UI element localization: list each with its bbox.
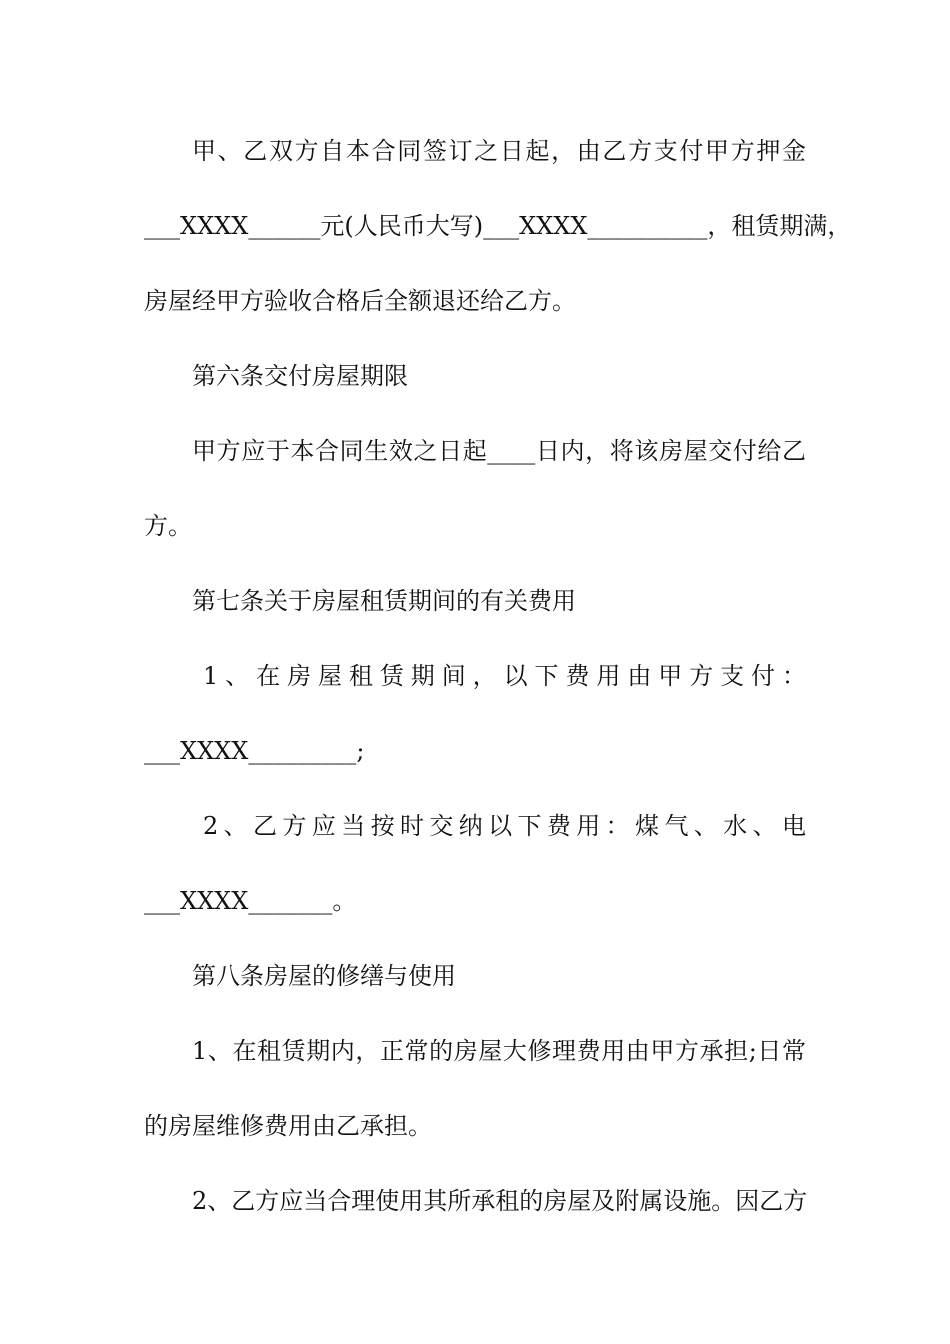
paragraph-line: 甲方应于本合同生效之日起____日内，将该房屋交付给乙 bbox=[192, 437, 806, 465]
paragraph-line: 房屋经甲方验收合格后全额退还给乙方。 bbox=[144, 287, 576, 315]
list-item: 2、乙方应当按时交纳以下费用：煤气、水、电 bbox=[203, 812, 806, 840]
paragraph-line: 方。 bbox=[144, 512, 192, 540]
list-item: 1、在租赁期内，正常的房屋大修理费用由甲方承担;日常 bbox=[192, 1037, 806, 1065]
list-item: 2、乙方应当合理使用其所承租的房屋及附属设施。因乙方 bbox=[192, 1187, 808, 1215]
paragraph-line: ___XXXX_______。 bbox=[144, 887, 357, 915]
section-heading: 第六条交付房屋期限 bbox=[192, 362, 408, 390]
paragraph-line: 甲、乙双方自本合同签订之日起，由乙方支付甲方押金 bbox=[192, 137, 806, 165]
paragraph-line: ___XXXX______元(人民币大写)___XXXX__________，租赁期满， bbox=[144, 212, 852, 240]
list-item: 1、在房屋租赁期间，以下费用由甲方支付： bbox=[203, 662, 806, 690]
paragraph-line: 的房屋维修费用由乙承担。 bbox=[144, 1112, 432, 1140]
paragraph-line: ___XXXX_________; bbox=[144, 737, 365, 765]
section-heading: 第八条房屋的修缮与使用 bbox=[192, 962, 456, 990]
section-heading: 第七条关于房屋租赁期间的有关费用 bbox=[192, 587, 576, 615]
